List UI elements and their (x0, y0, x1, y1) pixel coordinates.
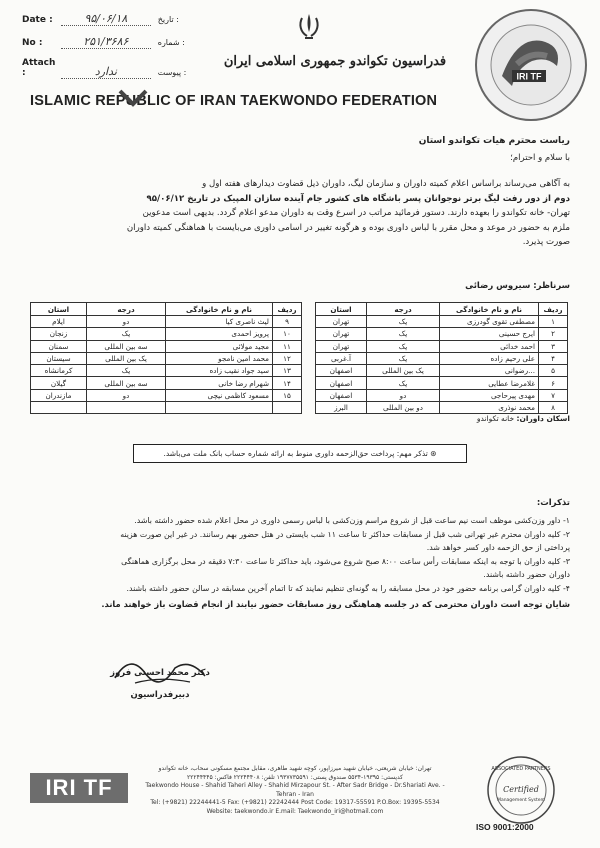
table-cell: زنجان (31, 328, 87, 340)
table-cell: دو (367, 389, 440, 401)
table-cell: مصطفی تقوی گودرزی (440, 316, 539, 328)
federation-title-fa: فدراسیون تکواندو جمهوری اسلامی ایران (223, 54, 447, 69)
table-cell: سمنان (31, 340, 87, 352)
footer-address-en: Taekwondo House - Shahid Taheri Alley - Shahid Mirzapour St. - After Sadr Bridge - Dr.Shariati Ave. - Tehran - Iran (145, 782, 445, 798)
table-cell: غلامرضا عطایی (440, 377, 539, 389)
seal-bottom-text: Management System (497, 798, 545, 803)
table-row (316, 377, 568, 389)
table-row (31, 365, 302, 377)
iso-label: ISO 9001:2000 (476, 822, 534, 832)
venue-label: اسکان داوران: (516, 414, 570, 423)
signer-title: دبیرفدراسیون (130, 690, 190, 700)
table-row (31, 402, 302, 414)
note-item: داوران حضور داشته باشند. (483, 570, 570, 579)
table-cell: مسعود کاظمی نیچی (166, 389, 273, 401)
table-cell: یک (367, 340, 440, 352)
table-row (31, 328, 302, 340)
table-row (31, 389, 302, 401)
letter-body (40, 177, 570, 250)
table-cell: ...رضوانی (440, 365, 539, 377)
table-cell: ۹ (273, 316, 302, 328)
table-cell: مازندران (31, 389, 87, 401)
table-row (31, 316, 302, 328)
table-row (316, 352, 568, 364)
table-row (316, 365, 568, 377)
table-row (316, 328, 568, 340)
column-header: استان (31, 303, 87, 316)
venue (477, 414, 570, 423)
recipient: ریاست محترم هیات تکواندو استان (418, 136, 570, 146)
number-field (22, 35, 185, 49)
table-cell: تهران (316, 328, 367, 340)
footer-address-fa: تهران: خیابان شریعتی، خیابان شهید میرزاپور، کوچه شهید طاهری، مقابل مجتمع مسکونی سحاب، خانه تکواندو (158, 765, 432, 772)
table-cell: ۶ (539, 377, 568, 389)
svg-text:IRI TF: IRI TF (516, 71, 542, 82)
table-cell: سه بین المللی (87, 340, 166, 352)
seal-mid-text: Certified (503, 785, 539, 794)
referees-table-left (30, 302, 302, 414)
body-line: تهران- خانه تکواندو را بعهده دارند. دستور فرمائید مراتب در اسرع وقت به داوران مدعو اعلام گردد. بدیهی است مدعوین (142, 208, 570, 218)
table-cell: ۱۰ (273, 328, 302, 340)
table-cell: ۵ (539, 365, 568, 377)
table-cell: ۱۱ (273, 340, 302, 352)
body-line: دوم از دور رفت لیگ برتر نوجوانان پسر باشگاه های کشور جام آینده سازان المپیک در تاریخ ۹۵/۰۶/۱۲ (146, 193, 570, 204)
table-cell (273, 402, 302, 414)
table-row (316, 340, 568, 352)
table-row (316, 389, 568, 401)
attach-value: ندارد (61, 65, 151, 79)
attach-label-fa: پیوست : (157, 68, 187, 77)
iran-emblem-icon (296, 12, 322, 42)
table-cell: سیستان (31, 352, 87, 364)
footer-contact-en: Tel: (+9821) 22244441-5 Fax: (+9821) 22242444 Post Code: 19317-55591 P.O.Box: 19395-5534 (150, 799, 440, 806)
federation-title-en (30, 93, 437, 109)
table-cell: ۳ (539, 340, 568, 352)
table-cell: علی رحیم زاده (440, 352, 539, 364)
number-value: ۲۵۱/۳۶۸۶ (61, 35, 151, 49)
note-item: ۴- کلیه داوران گرامی برنامه حضور خود در محل مسابقه را به گونه‌ای تنظیم نمایند که تا اتمام آخرین مسابقه در سالن حضور داشته باشند. (126, 583, 570, 593)
signer-block (100, 668, 220, 712)
federation-title-en-text: ISLAMIC REPUBLIC OF IRAN TAEKWONDO FEDERATION (30, 93, 438, 109)
table-header-row (316, 303, 568, 316)
table-cell: کرمانشاه (31, 365, 87, 377)
footer-logo: IRI TF (30, 773, 128, 803)
signer-name: دکتر محمد احسنی فروز (110, 668, 210, 678)
notes-list (32, 514, 570, 612)
supervisor: سرناظر: سیروس رضائی (465, 281, 570, 291)
table-header-row (31, 303, 302, 316)
body-line: به آگاهی می‌رساند براساس اعلام کمیته داوران و سازمان لیگ، داوران ذیل قضاوت دیدارهای هفته اول و (202, 179, 570, 189)
table-cell: ایرج حسینی (440, 328, 539, 340)
table-cell: اصفهان (316, 389, 367, 401)
table-cell: ۱۵ (273, 389, 302, 401)
note-warning: شایان توجه است داوران محترمی که در جلسه هماهنگی روز مسابقات حضور نیابند از انجام قضاوت باز خواهند ماند. (101, 599, 570, 609)
note-item: ۳- کلیه داوران با توجه به اینکه مسابقات رأس ساعت ۸:۰۰ صبح شروع می‌شود، باید حداکثر تا ساعت ۷:۳۰ دقیقه در محل برگزاری هماهنگی (121, 556, 570, 566)
number-label: No : (22, 38, 43, 48)
table-cell: دو (87, 316, 166, 328)
column-header: درجه (367, 303, 440, 316)
table-cell: محمد امین نامجو (166, 352, 273, 364)
table-row (316, 402, 568, 414)
attach-field (22, 58, 186, 79)
table-row (316, 316, 568, 328)
table-cell: ۱۴ (273, 377, 302, 389)
footer-contact-fa: کدپستی: ۱۹۳۹۵-۵۵۳۴ صندوق پستی: ۱۹۳۷۷۳۵۵۹۱ تلفن: ۲۲۲۴۴۴۰۸ فاکس: ۲۲۲۴۴۴۴۵ (186, 773, 404, 781)
important-note-box: ⊛ تذکر مهم: پرداخت حق‌الزحمه داوری منوط به ارائه شماره حساب بانک ملت می‌باشد. (133, 444, 467, 463)
greeting: با سلام و احترام؛ (510, 153, 570, 163)
table-cell: اصفهان (316, 365, 367, 377)
table-cell: یک (367, 316, 440, 328)
table-cell: سید جواد نقیب زاده (166, 365, 273, 377)
table-cell: ۱ (539, 316, 568, 328)
date-value: ۹۵/۰۶/۱۸ (61, 12, 151, 26)
note-item: پرداختی از حق الزحمه داور کسر خواهد شد. (426, 543, 570, 552)
table-cell: ۸ (539, 402, 568, 414)
table-cell: پرویز احمدی (166, 328, 273, 340)
table-cell: دو (87, 389, 166, 401)
footer-web: Website: taekwondo.ir E.mail: Taekwondo_iri@hotmail.com (206, 807, 384, 815)
venue-value: خانه تکواندو (476, 414, 515, 423)
note-item: ۲- کلیه داوران محترم غیر تهرانی شب قبل از مسابقات حداکثر تا ساعت ۱۱ شب بایستی در هتل حضور بهم رسانند. در غیر این صورت هزینه (120, 529, 570, 539)
table-cell: یک (367, 377, 440, 389)
table-cell: ۴ (539, 352, 568, 364)
table-cell (31, 402, 87, 414)
table-cell: ایلام (31, 316, 87, 328)
date-label-fa: تاریخ : (157, 15, 179, 24)
referees-table-right (315, 302, 568, 414)
federation-logo (472, 6, 590, 124)
table-cell (87, 402, 166, 414)
table-cell: یک (87, 328, 166, 340)
table-cell: ۲ (539, 328, 568, 340)
body-line: ملزم به حضور در موعد و محل مقرر با لباس داوری بوده و هرگونه تغییر در اسامی داوری می‌بایست با هماهنگی کمیته داوران (126, 222, 570, 233)
table-cell: یک (87, 365, 166, 377)
table-cell: ۱۳ (273, 365, 302, 377)
table-cell: دو بین المللی (367, 402, 440, 414)
table-cell: محمد نوذری (440, 402, 539, 414)
column-header: درجه (87, 303, 166, 316)
column-header: ردیف (539, 303, 568, 316)
date-field (22, 12, 179, 26)
note-item: ۱- داور وزن‌کشی موظف است نیم ساعت قبل از شروع مراسم وزن‌کشی با لباس رسمی داوری در محل اعلام شده حضور داشته باشد. (134, 516, 570, 525)
taekwondo-mark-icon (118, 89, 148, 111)
table-cell: تهران (316, 316, 367, 328)
table-cell: یک (367, 352, 440, 364)
attach-label: Attach : (22, 58, 56, 78)
table-cell: تهران (316, 340, 367, 352)
table-cell: گیلان (31, 377, 87, 389)
table-cell: سه بین المللی (87, 377, 166, 389)
table-cell: ۱۲ (273, 352, 302, 364)
table-row (31, 340, 302, 352)
table-cell (166, 402, 273, 414)
column-header: نام و نام خانوادگی (166, 303, 273, 316)
table-cell: یک بین المللی (367, 365, 440, 377)
table-cell: ۷ (539, 389, 568, 401)
seal-top-text: ASSOCIATED PARTNERS (491, 766, 551, 772)
iso-certification-seal (485, 754, 557, 826)
table-cell: مهدی پیرحاجی (440, 389, 539, 401)
table-cell: مجید مولائی (166, 340, 273, 352)
notes-title: تذکرات: (536, 498, 570, 508)
table-row (31, 352, 302, 364)
table-cell: احمد خدائی (440, 340, 539, 352)
column-header: استان (316, 303, 367, 316)
body-line: صورت پذیرد. (522, 237, 570, 247)
table-cell: آ.غربی (316, 352, 367, 364)
table-cell: یک (367, 328, 440, 340)
number-label-fa: شماره : (157, 38, 185, 47)
table-row (31, 377, 302, 389)
table-cell: اصفهان (316, 377, 367, 389)
column-header: ردیف (273, 303, 302, 316)
table-cell: لیث ناصری کیا (166, 316, 273, 328)
table-cell: یک بین المللی (87, 352, 166, 364)
table-cell: شهرام رضا خانی (166, 377, 273, 389)
column-header: نام و نام خانوادگی (440, 303, 539, 316)
date-label: Date : (22, 15, 53, 25)
table-cell: البرز (316, 402, 367, 414)
footer-address (145, 765, 445, 816)
